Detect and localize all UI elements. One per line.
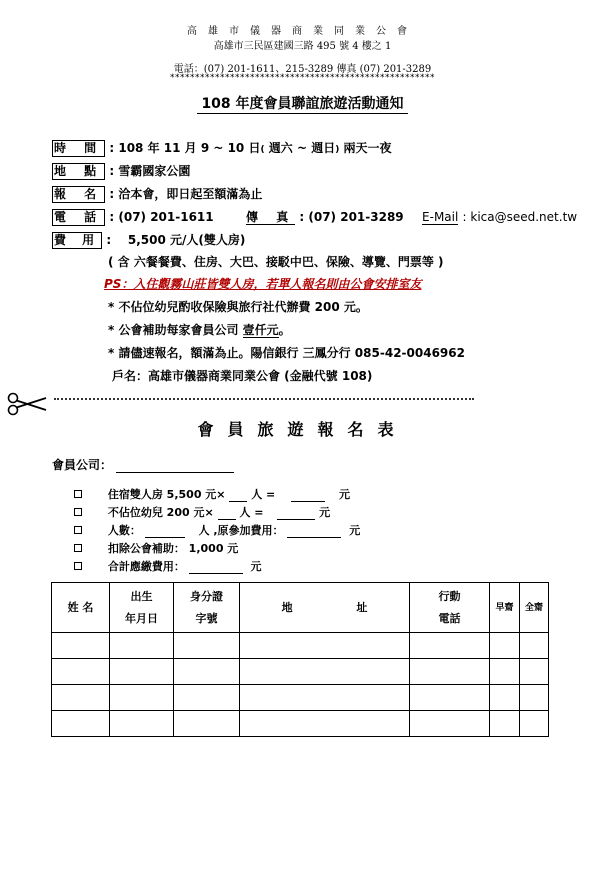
table-cell[interactable] — [490, 685, 520, 711]
option-headcount — [74, 522, 360, 538]
qty-field[interactable] — [218, 508, 236, 520]
note-subsidy-amount: 壹仟元 — [242, 323, 279, 337]
table-cell[interactable] — [52, 711, 110, 737]
table-cell[interactable] — [110, 685, 174, 711]
time-label: 時 間 — [54, 141, 104, 155]
org-contact: 電話：(07) 201-1611、215-3289 傳真 (07) 201-3289 — [173, 64, 432, 75]
company-row — [52, 456, 234, 473]
table-cell[interactable] — [240, 659, 410, 685]
col-birthdate-line2: 年月日 — [125, 611, 158, 625]
phone-label: 電 話 — [54, 210, 104, 224]
checkbox[interactable] — [74, 526, 82, 534]
table-cell[interactable] — [410, 659, 490, 685]
amount-field[interactable] — [287, 526, 341, 538]
phone-row: 電 話 : (07) 201-1611 傳 真 : (07) 201-3289 E-Mail : kica@seed.net.tw — [54, 210, 578, 224]
table-cell[interactable] — [174, 685, 240, 711]
table-cell[interactable] — [240, 633, 410, 659]
note-subsidy — [108, 323, 291, 340]
table-row — [52, 711, 549, 737]
ps-note: PS：入住觀霧山莊皆雙人房，若單人報名則由公會安排室友 — [104, 277, 422, 291]
checkbox[interactable] — [74, 544, 82, 552]
option-mid-text: 人 = — [251, 488, 276, 501]
col-address — [240, 583, 410, 633]
col-name: 姓 名 — [52, 583, 110, 633]
table-cell[interactable] — [110, 633, 174, 659]
col-id-number — [174, 583, 240, 633]
table-cell[interactable] — [490, 633, 520, 659]
time-days: 週六 ~ 週日 — [268, 141, 336, 155]
option-unit: 元 — [319, 506, 331, 519]
org-address: 高雄市三民區建國三路 495 號 4 樓之 1 — [213, 41, 392, 52]
email-label: E-Mail — [422, 210, 459, 224]
option-text: 扣除公會補助： 1,000 元 — [107, 542, 239, 555]
option-text: 人數： — [107, 524, 141, 537]
place-row: 地 點 : 雪霸國家公園 — [54, 164, 191, 178]
signup-value: 洽本會，即日起至額滿為止 — [118, 187, 263, 201]
note-subsidy-prefix: * 公會補助每家會員公司 — [108, 323, 239, 337]
place-value: 雪霸國家公園 — [118, 164, 191, 178]
table-cell[interactable] — [110, 711, 174, 737]
table-row — [52, 659, 549, 685]
option-mid-text: 人 ,原參加費用： — [198, 524, 284, 537]
option-total — [74, 558, 262, 574]
amount-field[interactable] — [291, 490, 325, 502]
table-cell[interactable] — [52, 685, 110, 711]
place-label: 地 點 — [54, 164, 104, 178]
table-body — [52, 633, 549, 737]
signup-row: 報 名 : 洽本會，即日起至額滿為止 — [54, 187, 263, 201]
note-child-fee: * 不佔位幼兒酌收保險與旅行社代辦費 200 元。 — [108, 300, 368, 314]
time-duration: 兩天一夜 — [343, 141, 392, 155]
account-name: 戶名：高雄市儀器商業同業公會 (金融代號 108) — [112, 369, 373, 383]
table-cell[interactable] — [490, 711, 520, 737]
table-cell[interactable] — [174, 633, 240, 659]
table-row — [52, 685, 549, 711]
table-cell[interactable] — [410, 711, 490, 737]
notice-title-text: 108 年度會員聯誼旅遊活動通知 — [197, 96, 407, 114]
option-unit: 元 — [338, 488, 350, 501]
table-cell[interactable] — [410, 633, 490, 659]
fee-value: 5,500 元/人(雙人房) — [127, 233, 246, 247]
table-cell[interactable] — [520, 685, 549, 711]
note-subsidy-suffix: 。 — [278, 323, 291, 337]
option-text: 不佔位幼兒 200 元× — [107, 506, 214, 519]
option-text: 住宿雙人房 5,500 元× — [107, 488, 226, 501]
col-mobile-line2: 電話 — [438, 611, 461, 625]
table-cell[interactable] — [520, 633, 549, 659]
signup-label: 報 名 — [54, 187, 104, 201]
col-mobile — [410, 583, 490, 633]
checkbox[interactable] — [74, 562, 82, 570]
col-birthdate — [110, 583, 174, 633]
checkbox[interactable] — [74, 490, 82, 498]
col-birthdate-line1: 出生 — [130, 589, 153, 603]
email-value: kica@seed.net.tw — [470, 210, 578, 224]
org-name: 高雄市儀器商業同業公會 — [187, 26, 418, 37]
total-field[interactable] — [189, 562, 243, 574]
table-cell[interactable] — [520, 659, 549, 685]
amount-field[interactable] — [277, 508, 315, 520]
note-bank: * 請儘速報名，額滿為止。陽信銀行 三鳳分行 085-42-0046962 — [108, 346, 465, 360]
col-veg-full: 全齋 — [520, 583, 549, 633]
notice-title — [0, 93, 605, 113]
qty-field[interactable] — [229, 490, 247, 502]
headcount-field[interactable] — [145, 526, 185, 538]
col-id-line1: 身分證 — [190, 589, 223, 603]
fax-value: (07) 201-3289 — [308, 210, 404, 224]
form-title: 會員旅遊報名表 — [197, 420, 408, 439]
fee-includes: ( 含 六餐餐費、住房、大巴、接駁中巴、保險、導覽、門票等 ) — [108, 255, 444, 269]
table-cell[interactable] — [52, 659, 110, 685]
col-veg-breakfast: 早齋 — [490, 583, 520, 633]
option-subsidy — [74, 540, 238, 556]
option-unit: 元 — [250, 560, 262, 573]
time-value: 108 年 11 月 9 ~ 10 日 — [118, 141, 261, 155]
col-id-line2: 字號 — [195, 611, 218, 625]
fax-label: 傳 真 — [246, 210, 296, 224]
table-row — [52, 633, 549, 659]
company-field[interactable] — [116, 461, 234, 473]
table-cell[interactable] — [240, 685, 410, 711]
table-cell[interactable] — [110, 659, 174, 685]
cut-line — [54, 398, 474, 400]
fee-label: 費 用 — [54, 233, 101, 247]
table-cell[interactable] — [410, 685, 490, 711]
option-text: 合計應繳費用： — [107, 560, 185, 573]
col-address-text: 地 址 — [281, 600, 368, 614]
option-mid-text: 人 = — [239, 506, 264, 519]
table-cell[interactable] — [240, 711, 410, 737]
table-cell[interactable] — [52, 633, 110, 659]
header-divider: ***************************************************** — [170, 73, 435, 83]
table-header-row — [52, 583, 549, 633]
table-cell[interactable] — [520, 711, 549, 737]
option-double-room — [74, 486, 350, 502]
table-cell[interactable] — [174, 659, 240, 685]
table-cell[interactable] — [490, 659, 520, 685]
registration-table — [51, 582, 549, 737]
scissors-icon — [6, 392, 48, 416]
fee-row: 費 用 : 5,500 元/人(雙人房) — [54, 233, 246, 247]
company-label: 會員公司： — [52, 458, 113, 472]
table-cell[interactable] — [174, 711, 240, 737]
option-child — [74, 504, 330, 520]
option-unit: 元 — [349, 524, 361, 537]
col-mobile-line1: 行動 — [438, 589, 461, 603]
time-row: 時 間 : 108 年 11 月 9 ~ 10 日( 週六 ~ 週日) 兩天一夜 — [54, 141, 392, 155]
checkbox[interactable] — [74, 508, 82, 516]
phone-value: (07) 201-1611 — [118, 210, 214, 224]
